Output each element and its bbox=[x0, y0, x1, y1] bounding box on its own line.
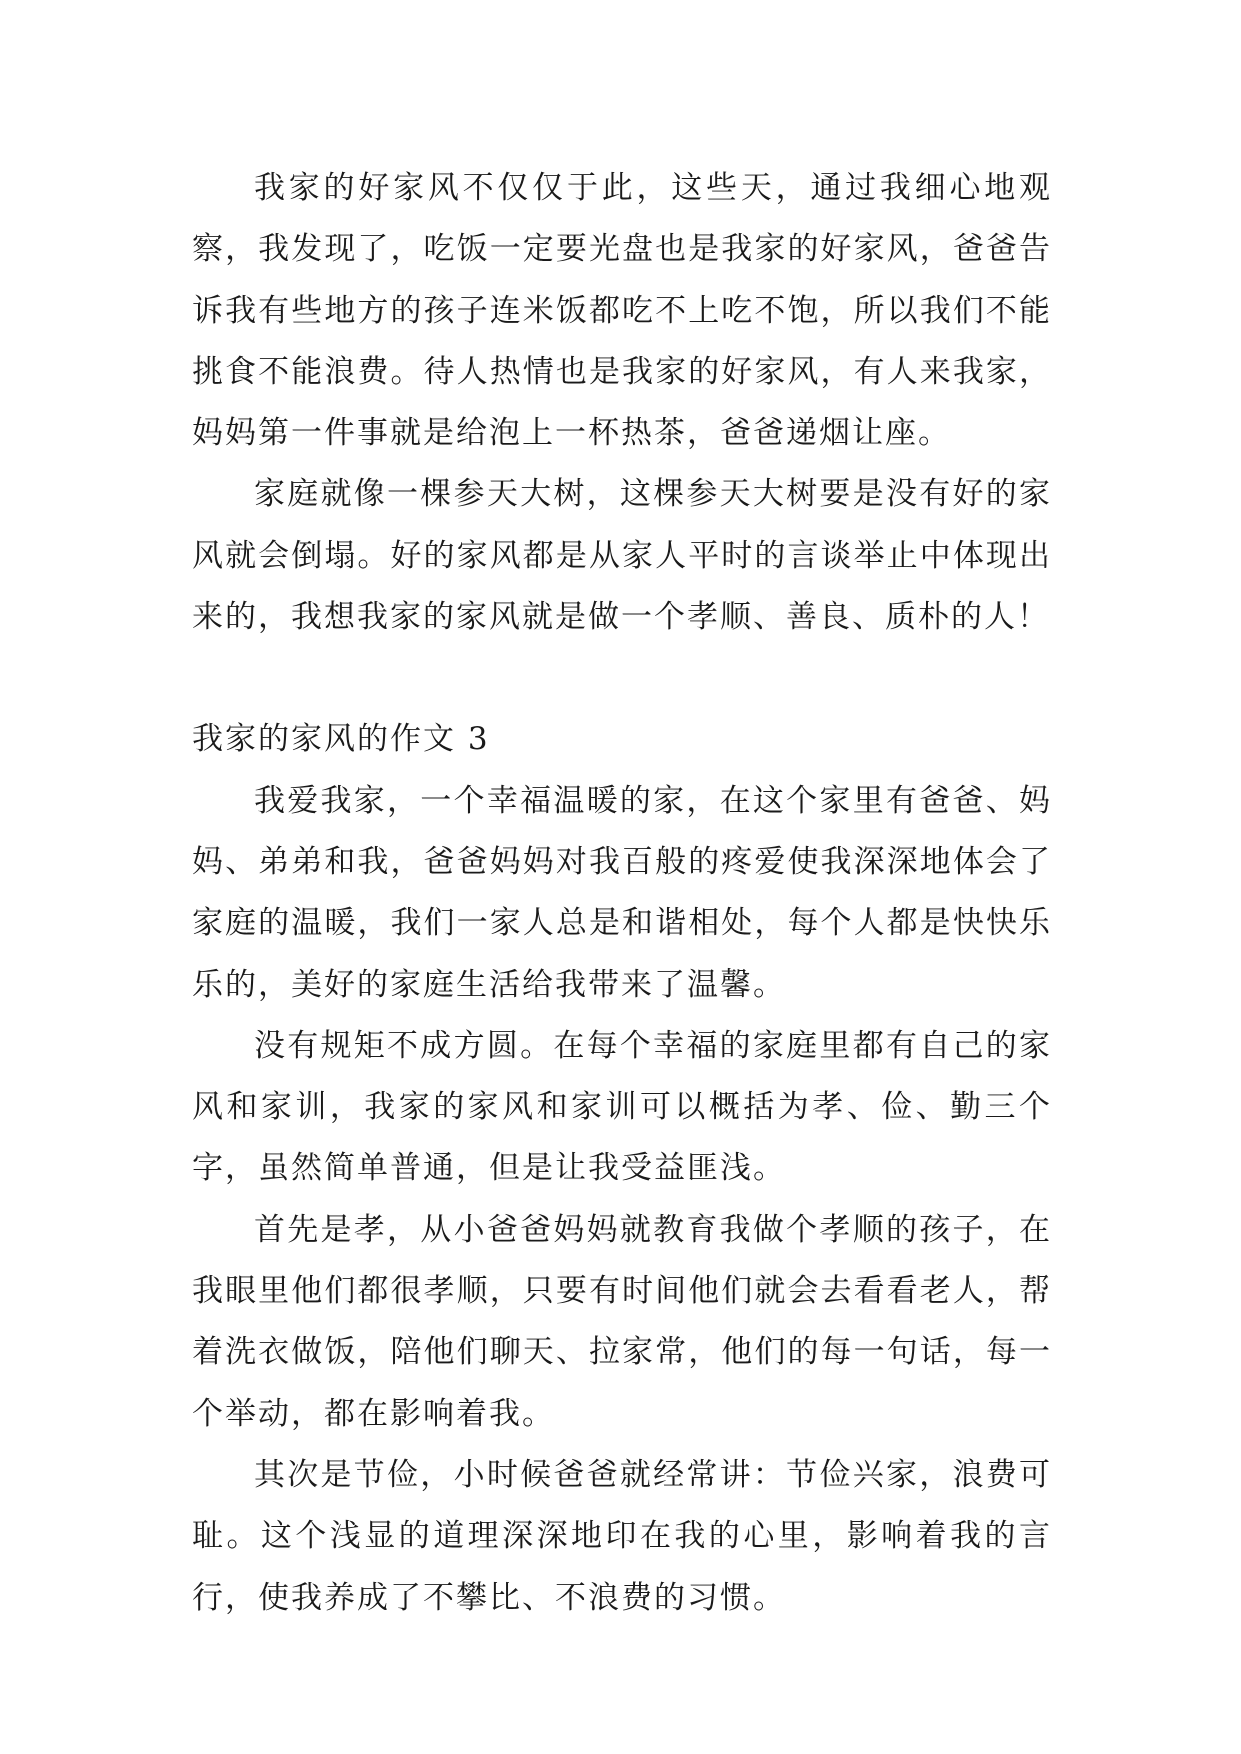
paragraph: 首先是孝，从小爸爸妈妈就教育我做个孝顺的孩子，在我眼里他们都很孝顺，只要有时间他们就会去看看老人，帮着洗衣做饭，陪他们聊天、拉家常，他们的每一句话，每一个举动，都在影响着我。 bbox=[192, 1211, 1052, 1432]
paragraph: 其次是节俭，小时候爸爸就经常讲：节俭兴家，浪费可耻。这个浅显的道理深深地印在我的心里，影响着我的言行，使我养成了不攀比、不浪费的习惯。 bbox=[192, 1456, 1052, 1616]
paragraph: 没有规矩不成方圆。在每个幸福的家庭里都有自己的家风和家训，我家的家风和家训可以概括为孝、俭、勤三个字，虽然简单普通，但是让我受益匪浅。 bbox=[192, 1027, 1052, 1187]
document-body bbox=[192, 158, 1052, 1629]
paragraph: 我爱我家，一个幸福温暖的家，在这个家里有爸爸、妈妈、弟弟和我，爸爸妈妈对我百般的疼爱使我深深地体会了家庭的温暖，我们一家人总是和谐相处，每个人都是快快乐乐的，美好的家庭生活给我带来了温馨。 bbox=[192, 782, 1052, 1003]
paragraph: 家庭就像一棵参天大树，这棵参天大树要是没有好的家风就会倒塌。好的家风都是从家人平时的言谈举止中体现出来的，我想我家的家风就是做一个孝顺、善良、质朴的人！ bbox=[192, 476, 1052, 636]
paragraph: 我家的好家风不仅仅于此，这些天，通过我细心地观察，我发现了，吃饭一定要光盘也是我家的好家风，爸爸告诉我有些地方的孩子连米饭都吃不上吃不饱，所以我们不能挑食不能浪费。待人热情也是我家的好家风，有人来我家，妈妈第一件事就是给泡上一杯热茶，爸爸递烟让座。 bbox=[192, 170, 1052, 452]
section-heading: 我家的家风的作文 3 bbox=[192, 721, 490, 758]
section-gap bbox=[192, 648, 1052, 709]
